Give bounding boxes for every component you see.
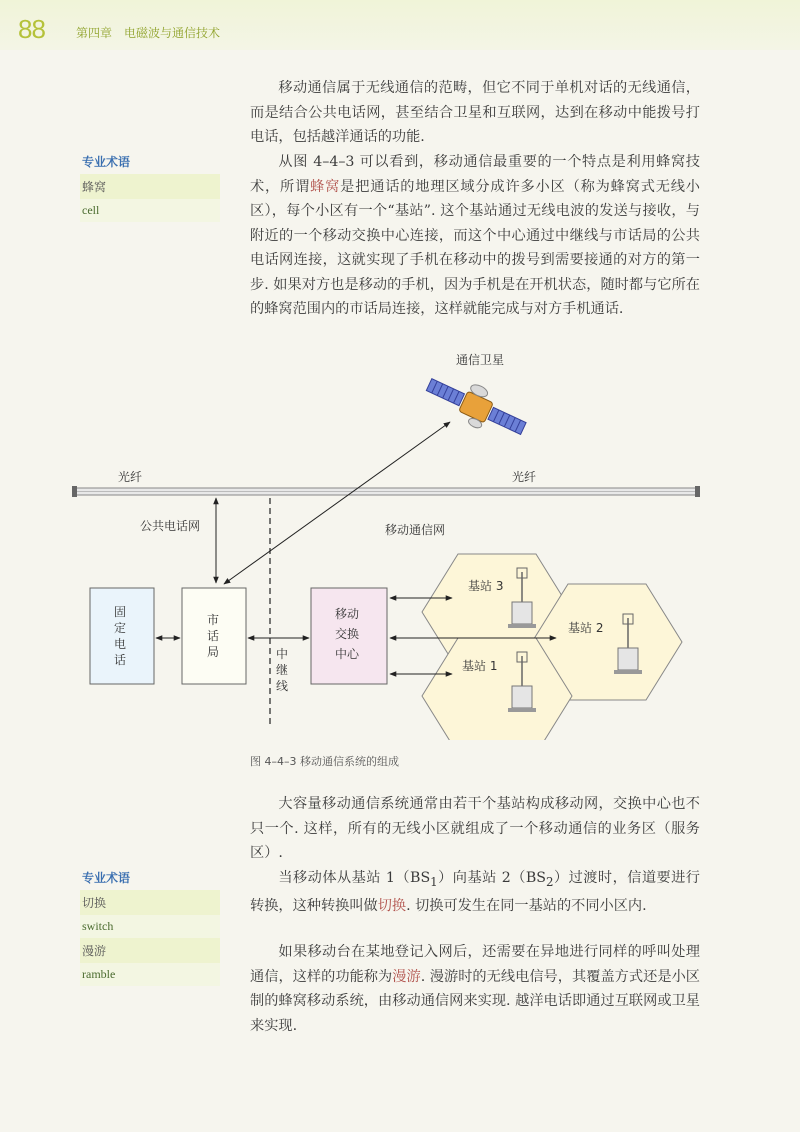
term-cn: 漫游 (80, 938, 220, 963)
paragraph-4-text-a: 当移动体从基站 1（BS (278, 870, 431, 886)
label-fixed-phone-3: 电 (114, 637, 127, 651)
figure-caption: 图 4–4–3 移动通信系统的组成 (250, 755, 399, 768)
paragraph-2-text-a: 从图 4–4–3 可以看到，移动通信最重要的一个特点是利用蜂窝技术，所谓 (250, 154, 700, 195)
term-box-label: 专业术语 (82, 871, 131, 885)
term-highlight-cell: 蜂窝 (310, 178, 341, 195)
label-trunk-2: 继 (276, 663, 289, 677)
label-msc-1: 移动 (335, 607, 360, 621)
label-bs1: 基站 1 (462, 659, 498, 673)
term-en: switch (80, 915, 220, 938)
paragraph-4 (250, 866, 700, 919)
label-local-office-2: 话 (207, 629, 220, 643)
paragraph-4-text-c: ）过渡时，信道要进行转换，这种转换叫做 (250, 870, 700, 915)
label-local-office-1: 市 (207, 613, 220, 627)
term-cn: 切换 (80, 890, 220, 915)
paragraph-1: 移动通信属于无线通信的范畴，但它不同于单机对话的无线通信，而是结合公共电话网，甚至结合卫星和互联网，达到在移动中能拨号打电话，包括越洋通话的功能. (250, 80, 700, 145)
chapter-heading (76, 24, 220, 41)
paragraph-4-text-d: . 切换可发生在同一基站的不同小区内. (406, 898, 647, 915)
paragraph-2 (250, 150, 700, 322)
paragraph-5-text-a: 如果移动台在某地登记入网后，还需要在异地进行同样的呼叫处理通信，这样的功能称为 (250, 944, 700, 985)
label-trunk-1: 中 (276, 647, 289, 661)
paragraph-3: 大容量移动通信系统通常由若干个基站构成移动网，交换中心也不只一个. 这样，所有的无线小区就组成了一个移动通信的业务区（服务区）. (250, 796, 700, 861)
label-msc-2: 交换 (335, 627, 360, 641)
paragraph-5-text-b: . 漫游时的无线电信号，其覆盖方式还是小区制的蜂窝移动系统，由移动通信网来实现. 越洋电话即通过互联网或卫星来实现. (250, 968, 700, 1034)
label-local-office-3: 局 (207, 645, 220, 659)
label-bs3: 基站 3 (468, 579, 504, 593)
label-pstn: 公共电话网 (140, 519, 201, 533)
label-fixed-phone-1: 固 (114, 605, 127, 619)
page-number: 88 (18, 14, 45, 44)
term-highlight-ramble: 漫游 (392, 968, 421, 985)
paragraph-2-text-b: 是把通话的地理区域分成许多小区（称为蜂窝式无线小区），每个小区有一个“基站”. 这个基站通过无线电波的发送与接收，与附近的一个移动交换中心连接，而这个中心通过中继线与市话局的公共电话网连接，这就实现了手机在移动中的拨号到需要接通的对方的第一步. 如果对方也是移动的手机，因为手机是在开机状态，随时都与它所在的蜂窝范围内的市话局连接，这样就能完成与对方手机通话. (250, 178, 700, 317)
label-fixed-phone-2: 定 (114, 621, 127, 635)
fiber-optic-cable (72, 486, 700, 497)
chapter-number: 第四章 (76, 26, 113, 40)
label-bs2: 基站 2 (568, 621, 604, 635)
label-fiber-left: 光纤 (118, 470, 143, 484)
term-en: cell (80, 199, 220, 222)
subscript-1: 1 (430, 874, 438, 889)
label-fixed-phone-4: 话 (114, 653, 127, 667)
term-box-1 (80, 150, 220, 222)
mobile-network-diagram (0, 340, 800, 740)
subscript-2: 2 (546, 874, 554, 889)
term-en: ramble (80, 963, 220, 986)
satellite-icon (421, 366, 532, 446)
label-fiber-right: 光纤 (512, 470, 537, 484)
paragraph-4-text-b: ）向基站 2（BS (437, 870, 546, 886)
label-trunk-3: 线 (276, 679, 289, 693)
label-msc-3: 中心 (335, 647, 360, 661)
term-box-2 (80, 866, 220, 986)
label-mobile-network: 移动通信网 (385, 523, 446, 537)
paragraph-5 (250, 940, 700, 1038)
fixed-phone-box (90, 588, 154, 684)
page-header (0, 0, 800, 50)
term-cn: 蜂窝 (80, 174, 220, 199)
term-box-label: 专业术语 (82, 155, 131, 169)
label-satellite: 通信卫星 (456, 353, 505, 367)
chapter-title: 电磁波与通信技术 (124, 26, 221, 40)
term-highlight-switch: 切换 (377, 898, 407, 915)
